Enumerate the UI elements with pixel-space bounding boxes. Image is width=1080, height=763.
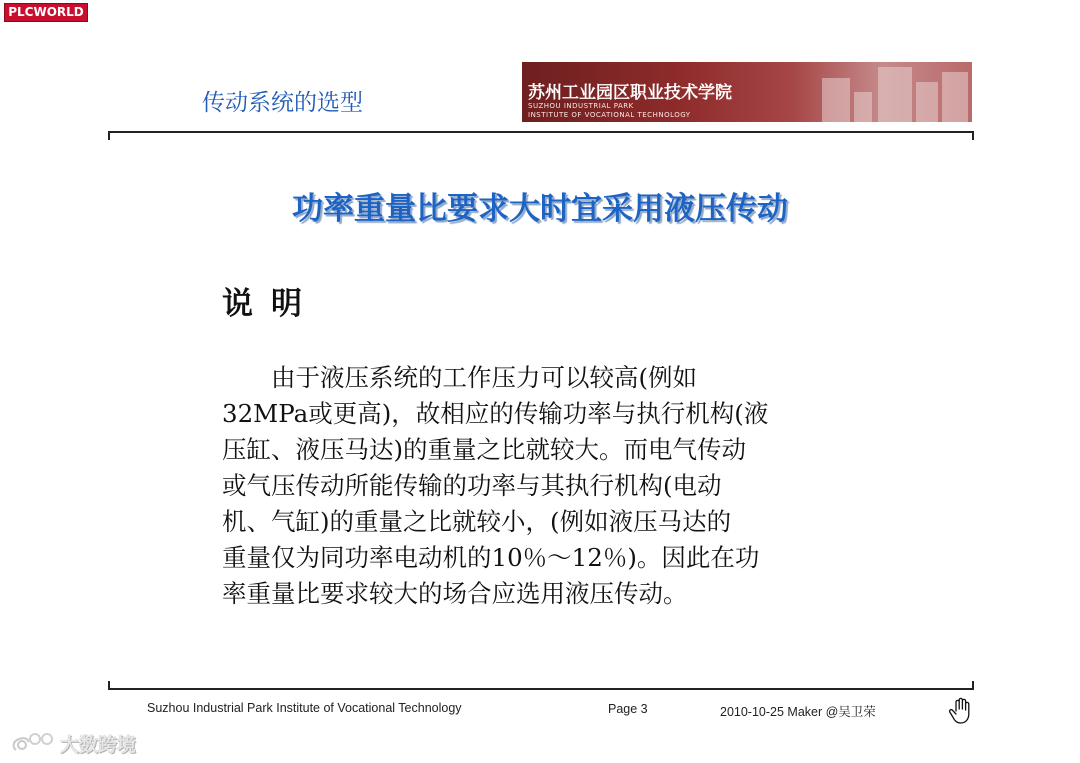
section-title: 传动系统的选型 (202, 90, 363, 116)
body-line: 压缸、液压马达)的重量之比就较大。而电气传动 (222, 435, 747, 464)
body-line: 由于液压系统的工作压力可以较高(例如 (222, 363, 698, 392)
footer-page-number: Page 3 (608, 702, 648, 716)
banner-english-line-1: SUZHOU INDUSTRIAL PARK (528, 102, 634, 110)
body-line: 机、气缸)的重量之比就较小，(例如液压马达的 (222, 507, 732, 536)
plcworld-logo: PLCWORLD (4, 3, 88, 22)
bottom-divider-left-tick (108, 681, 110, 690)
banner-chinese-name: 苏州工业园区职业技术学院 (528, 83, 732, 103)
banner-english-line-2: INSTITUTE OF VOCATIONAL TECHNOLOGY (528, 111, 691, 119)
top-divider-left-tick (108, 131, 110, 140)
top-divider-right-tick (972, 131, 974, 140)
body-line: 重量仅为同功率电动机的10％～12％)。因此在功 (222, 543, 760, 572)
hand-pointer-icon[interactable] (948, 697, 974, 725)
slide-subhead: 说明 (222, 286, 320, 322)
watermark (10, 729, 150, 755)
body-line: 或气压传动所能传输的功率与其执行机构(电动 (222, 471, 722, 500)
slide-title: 功率重量比要求大时宜采用液压传动 (292, 191, 788, 227)
slide-body (222, 360, 894, 612)
body-line: 32MPa或更高)，故相应的传输功率与执行机构(液 (222, 399, 769, 428)
institute-banner (522, 62, 972, 122)
footer-date-maker: 2010-10-25 Maker @吴卫荣 (720, 705, 876, 719)
body-line: 率重量比要求较大的场合应选用液压传动。 (222, 579, 688, 608)
top-divider (108, 131, 974, 133)
watermark-text: 大数跨境 (60, 734, 137, 756)
bottom-divider-right-tick (972, 681, 974, 690)
bottom-divider (108, 688, 974, 690)
footer-institute: Suzhou Industrial Park Institute of Vocational Technology (147, 701, 462, 715)
weibo-logo-icon (10, 730, 56, 754)
